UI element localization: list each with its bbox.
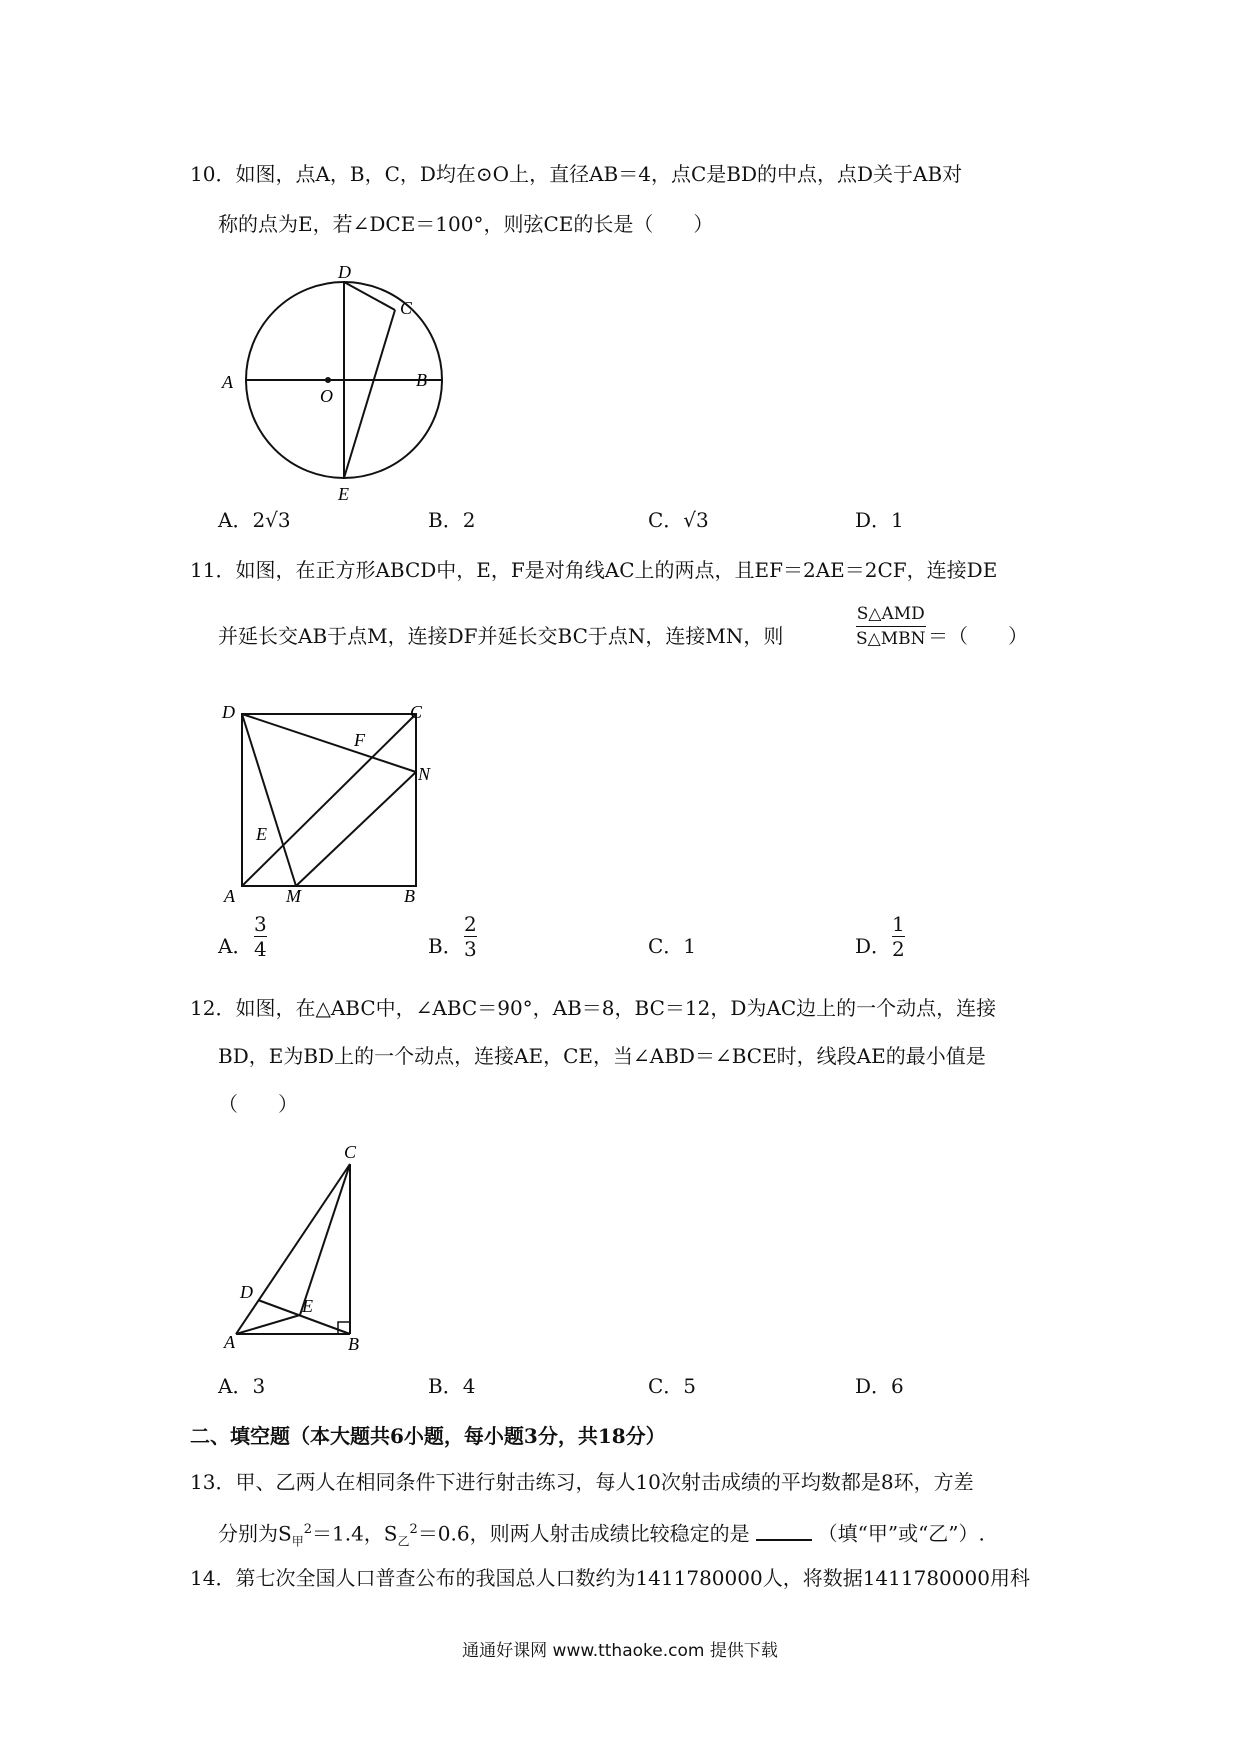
q11-label-M: M — [286, 886, 301, 906]
q11-line2-end: ＝（ ） — [928, 624, 1028, 648]
q13-hint: （填“甲”或“乙”）. — [817, 1521, 985, 1546]
q11-option-d-den: 2 — [892, 937, 905, 961]
q12-line3: （ ） — [218, 1092, 298, 1116]
q11-option-a-den: 4 — [254, 937, 267, 961]
q12-option-c: C．5 — [648, 1374, 697, 1398]
q11-label-D: D — [222, 702, 235, 722]
q10-line1: 10．如图，点A，B，C，D均在⊙O上，直径AB＝4，点C是BD的中点，点D关于AB对 — [190, 162, 963, 186]
q11-option-d-prefix: D． — [855, 934, 892, 958]
q13-sub-b: 乙 — [397, 1534, 410, 1549]
q11-option-a-prefix: A． — [218, 934, 253, 958]
q12-label-E: E — [302, 1296, 313, 1316]
q11-area-ratio-fraction — [856, 602, 926, 651]
q10-option-b: B．2 — [428, 508, 476, 532]
q13-line1: 13．甲、乙两人在相同条件下进行射击练习，每人10次射击成绩的平均数都是8环，方差 — [190, 1470, 974, 1494]
q12-line2: BD，E为BD上的一个动点，连接AE，CE，当∠ABD＝∠BCE时，线段AE的最小值是 — [218, 1044, 986, 1068]
q13-sup-a: 2 — [303, 1522, 312, 1537]
q11-option-b-num: 2 — [464, 912, 477, 936]
q10-circle-figure — [220, 262, 450, 504]
q11-line1: 11．如图，在正方形ABCD中，E，F是对角线AC上的两点，且EF＝2AE＝2CF，连接DE — [190, 558, 998, 582]
q10-label-E: E — [338, 484, 349, 504]
q12-line1: 12．如图，在△ABC中，∠ABC＝90°，AB＝8，BC＝12，D为AC边上的一个动点，连接 — [190, 996, 997, 1020]
q11-option-b-den: 3 — [464, 937, 477, 961]
q11-option-d-fraction — [892, 912, 905, 961]
q12-label-D: D — [240, 1282, 253, 1302]
q11-option-c: C．1 — [648, 934, 697, 958]
q10-label-O: O — [320, 386, 333, 406]
q11-line2: 并延长交AB于点M，连接DF并延长交BC于点N，连接MN，则 — [218, 624, 784, 648]
q12-label-A: A — [224, 1332, 235, 1352]
page-footer: 通通好课网 www.tthaoke.com 提供下载 — [462, 1641, 778, 1661]
q10-label-B: B — [416, 370, 427, 390]
q12-option-a: A．3 — [218, 1374, 266, 1398]
q11-square-figure — [220, 700, 450, 910]
q10-label-A: A — [222, 372, 233, 392]
q12-label-C: C — [344, 1142, 357, 1162]
q11-label-A: A — [224, 886, 235, 906]
q11-ratio-numerator: S△AMD — [856, 604, 925, 624]
q11-option-d-num: 1 — [892, 912, 905, 936]
q13-question-text: ＝0.6，则两人射击成绩比较稳定的是 — [417, 1521, 750, 1546]
q10-line2: 称的点为E，若∠DCE＝100°，则弦CE的长是（ ） — [218, 212, 714, 236]
q10-option-d: D．1 — [855, 508, 904, 532]
q12-triangle-figure — [220, 1140, 390, 1355]
q11-label-E: E — [256, 824, 267, 844]
q11-ratio-denominator: S△MBN — [856, 629, 926, 649]
section-2-title: 二、填空题（本大题共6小题，每小题3分，共18分） — [190, 1424, 666, 1448]
q12-label-B: B — [348, 1334, 359, 1354]
q13-line2 — [218, 1516, 985, 1556]
q10-label-C: C — [400, 298, 413, 318]
q13-variance-label-b: ＝1.4，S — [312, 1521, 398, 1546]
q11-option-a-fraction — [254, 912, 267, 961]
q13-sub-a: 甲 — [291, 1534, 304, 1549]
q14-line1: 14．第七次全国人口普查公布的我国总人口数约为1411780000人，将数据1411780000用科 — [190, 1566, 1030, 1590]
q11-option-b-prefix: B． — [428, 934, 463, 958]
q11-label-N: N — [418, 764, 431, 784]
q11-label-F: F — [354, 730, 365, 750]
q12-option-d: D．6 — [855, 1374, 904, 1398]
q13-answer-blank[interactable] — [756, 1519, 812, 1541]
q10-option-a: A．2√3 — [218, 508, 291, 532]
q11-option-b-fraction — [464, 912, 477, 961]
q12-option-b: B．4 — [428, 1374, 476, 1398]
q13-sup-b: 2 — [409, 1522, 418, 1537]
q10-label-D: D — [338, 262, 351, 282]
q13-variance-label-a: 分别为S — [218, 1521, 292, 1546]
q11-label-B: B — [404, 886, 415, 906]
q11-label-C: C — [410, 702, 423, 722]
q10-option-c: C．√3 — [648, 508, 709, 532]
q11-option-a-num: 3 — [254, 912, 267, 936]
